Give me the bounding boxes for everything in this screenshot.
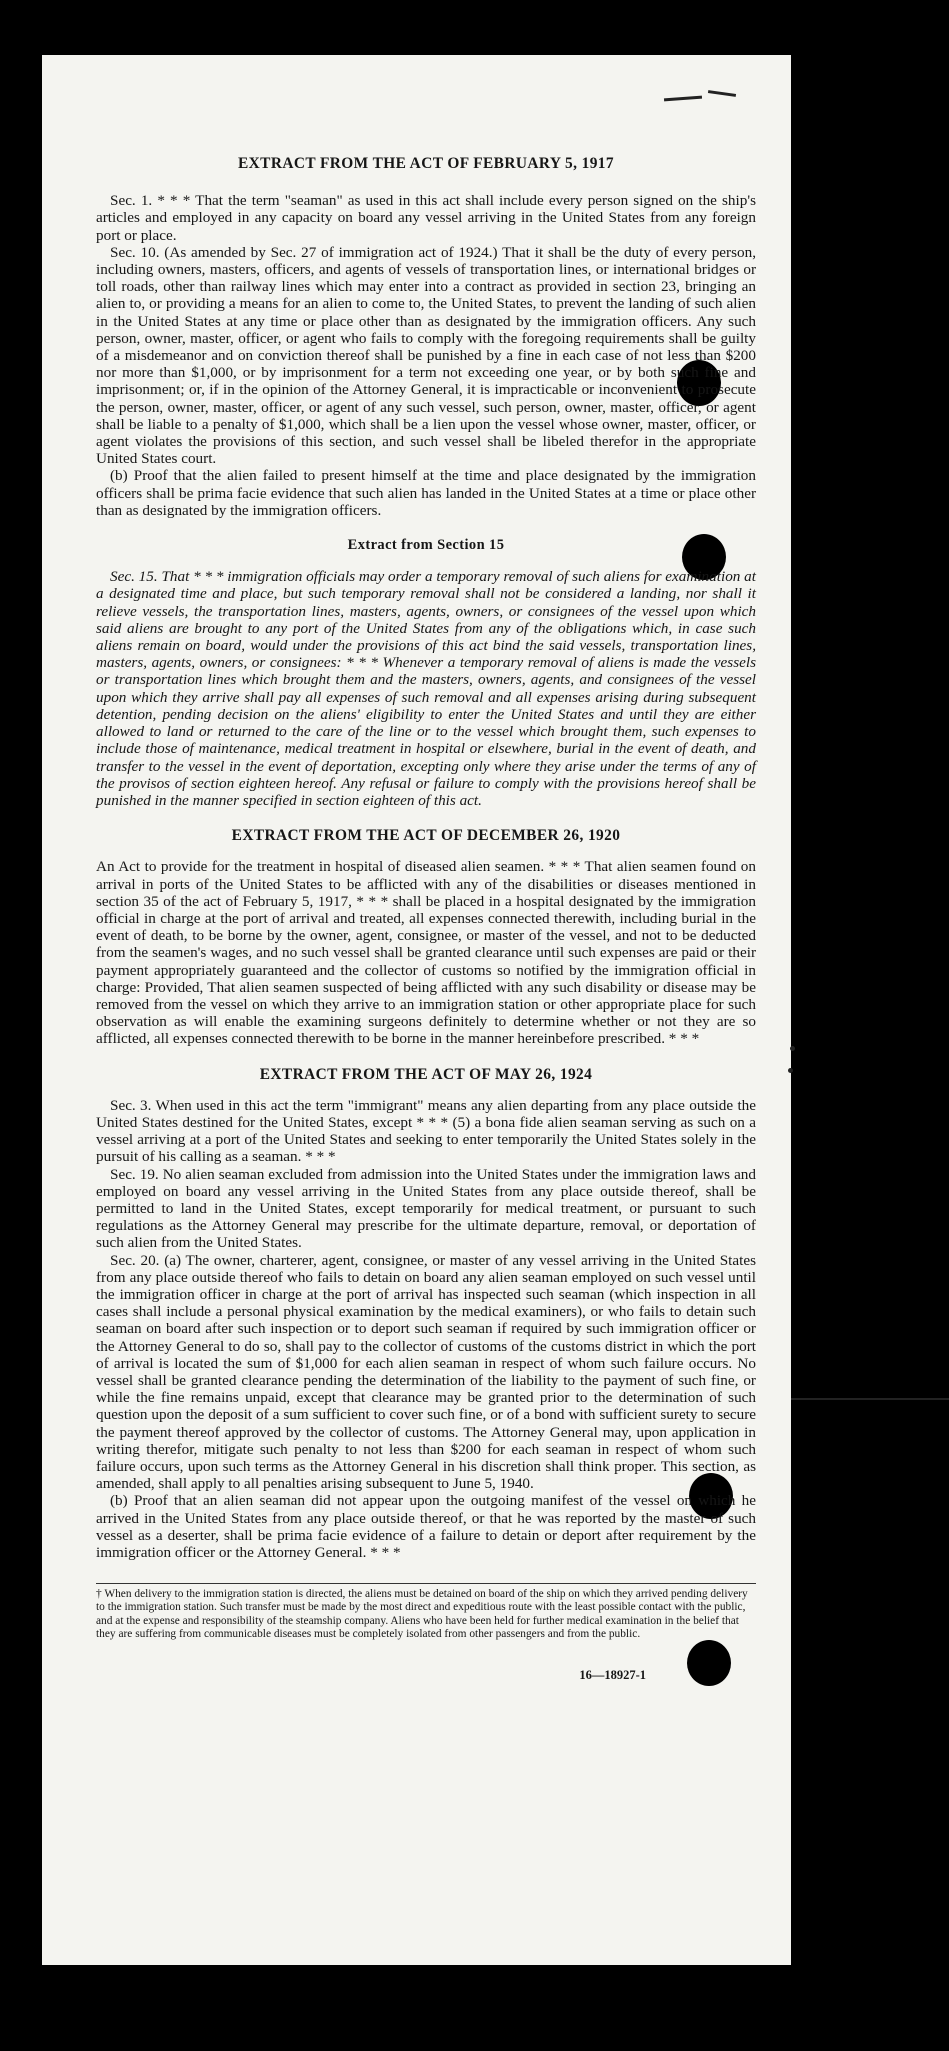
form-number: 16—18927-1: [579, 1668, 646, 1683]
paragraph-sec-10: Sec. 10. (As amended by Sec. 27 of immigration act of 1924.) That it shall be the duty of every person, including owners, masters, officers, and agents of vessels of transportation lines, or international bridges or toll roads, other than railway lines which may enter into a contract as provided in section 23, bringing an alien to, or providing a means for an alien to come to, the United States, to prevent the landing of such alien in the United States at any time or place other than as designated by the immigration officers. Any such person, owner, master, officer, or agent who fails to comply with the foregoing requirements shall be guilty of a misdemeanor and on conviction thereof shall be punished by a fine in each case of not less than $200 nor more than $1,000, or by imprisonment for a term not exceeding one year, or by both such fine and imprisonment; or, if in the opinion of the Attorney General, it is impracticable or inconvenient to prosecute the person, owner, master, officer, or agent of any such vessel, such person, owner, master, officer, or agent shall be liable to a penalty of $1,000, which shall be a lien upon the vessel whose owner, master, officer, or agent violates the provisions of this section, and such vessel shall be libeled therefor in the appropriate United States court.: [96, 243, 756, 468]
paragraph-act-1920: An Act to provide for the treatment in hospital of diseased alien seamen. * * * That alien seamen found on arrival in ports of the United States to be afflicted with any of the disabilities or diseases mentioned in section 35 of the act of February 5, 1917, * * * shall be placed in a hospital designated by the immigration official in charge at the port of arrival and treated, all expenses connected therewith, including burial in the event of death, to be borne by the owner, agent, consignee, or master of the vessel, and not to be deducted from the seamen's wages, and no such vessel shall be granted clearance until such expenses are paid or their payment appropriately guaranteed and the collector of customs so notified by the immigration official in charge: Provided, That alien seamen suspected of being afflicted with any such disability or disease may be removed from the vessel on which they arrive to an immigration station or other appropriate place for such observation as will enable the examining surgeons definitely to determine whether or not they are so afflicted, all expenses connected therewith to be borne in the manner hereinbefore prescribed. * * *: [96, 858, 756, 1048]
paragraph-sec-20-a: Sec. 20. (a) The owner, charterer, agent, consignee, or master of any vessel arriving in the United States from any place outside thereof who fails to detain on board any alien seaman employed on such vessel until the immigration officer in charge at the port of arrival has inspected such seaman (which inspection in all cases shall include a personal physical examination by the medical examiners), or who fails to detain such seaman on board after such inspection or to deport such seaman if required by such immigration officer or the Attorney General to do so, shall pay to the collector of customs of the customs district in which the port of arrival is located the sum of $1,000 for each alien seaman in respect of whom such failure occurs. No vessel shall be granted clearance pending the determination of the liability to the payment of such fine, or while the fine remains unpaid, except that clearance may be granted prior to the determination of such question upon the deposit of a sum sufficient to cover such fine, or of a bond with sufficient surety to secure the payment thereof approved by the collector of customs. The Attorney General may, upon application in writing therefor, mitigate such penalty to not less than $200 for each seaman in respect of whom such failure occurs, upon such terms as the Attorney General in his discretion shall think proper. This section, as amended, shall apply to all penalties arising subsequent to June 5, 1940.: [96, 1251, 756, 1493]
heading-act-1920: EXTRACT FROM THE ACT OF DECEMBER 26, 1920: [231, 827, 621, 845]
heading-act-1924: EXTRACT FROM THE ACT OF MAY 26, 1924: [259, 1065, 593, 1083]
scan-edge-line: [791, 1398, 949, 1400]
document-text: [96, 155, 756, 1684]
paragraph-sec-15: Sec. 15. That * * * immigration officials may order a temporary removal of such aliens for examination at a designated time and place, but such temporary removal shall not be considered a landing, nor shall it relieve vessels, the transportation lines, masters, agents, owners, or consignees of the vessel upon which said aliens are brought to any port of the United States from any of the obligations which, in case such aliens remain on board, would under the provisions of this act bind the said vessels, transportation lines, masters, agents, owners, or consignees: * * * Whenever a temporary removal of aliens is made the vessels or transportation lines which brought them and the masters, owners, agents, and consignees of the vessel upon which they arrive shall pay all expenses of such removal and all expenses arising during subsequent detention, pending decision on the aliens' eligibility to enter the United States and until they are either allowed to land or returned to the care of the line or to the vessel which brought them, such expenses to include those of maintenance, medical treatment in hospital or elsewhere, burial in the event of death, and transfer to the vessel in the event of deportation, excepting only where they arise under the terms of any of the provisos of section eighteen hereof. Any refusal or failure to comply with the provisions hereof shall be punished in the manner specified in section eighteen of this act.: [96, 568, 756, 809]
paragraph-sec-10-b: (b) Proof that the alien failed to present himself at the time and place designated by the immigration officers shall be prima facie evidence that such alien has landed in the United States at a time or place other than as designated by the immigration officers.: [96, 467, 756, 519]
margin-mark: [790, 1046, 795, 1051]
paragraph-sec-20-b: (b) Proof that an alien seaman did not appear upon the outgoing manifest of the vessel on which he arrived in the United States from any place outside thereof, or that he was reported by the master of such vessel as a deserter, shall be prima facie evidence of a failure to detain or deport after requirement by the immigration officer or the Attorney General. * * *: [96, 1492, 756, 1562]
footnote: † When delivery to the immigration station is directed, the aliens must be detained on board of the ship on which they arrived pending delivery to the immigration station. Such transfer must be made by the most direct and expeditious route with the least possible contact with the public, and at the expense and responsibility of the steamship company. Aliens who have been held for further medical examination in the belief that they are suffering from communicable diseases must be completely isolated from other passengers and from the public.: [96, 1583, 756, 1641]
subheading-section-15: Extract from Section 15: [347, 537, 505, 554]
margin-mark: [788, 1068, 793, 1073]
paragraph-sec-1: Sec. 1. * * * That the term "seaman" as used in this act shall include every person signed on the ship's articles and employed in any capacity on board any vessel arriving in the United States from any foreign port or place.: [96, 192, 756, 244]
paragraph-sec-3: Sec. 3. When used in this act the term "immigrant" means any alien departing from any place outside the United States destined for the United States, except * * * (5) a bona fide alien seaman serving as such on a vessel arriving at a port of the United States and seeking to enter temporarily the United States solely in the pursuit of his calling as a seaman. * * *: [96, 1096, 756, 1166]
paragraph-sec-19: Sec. 19. No alien seaman excluded from admission into the United States under the immigration laws and employed on board any vessel arriving in the United States from any place outside thereof, shall be permitted to land in the United States, except temporarily for medical treatment, or pursuant to such regulations as the Attorney General may prescribe for the ultimate departure, removal, or deportation of such alien from the United States.: [96, 1165, 756, 1252]
heading-act-1917: EXTRACT FROM THE ACT OF FEBRUARY 5, 1917: [237, 155, 615, 172]
